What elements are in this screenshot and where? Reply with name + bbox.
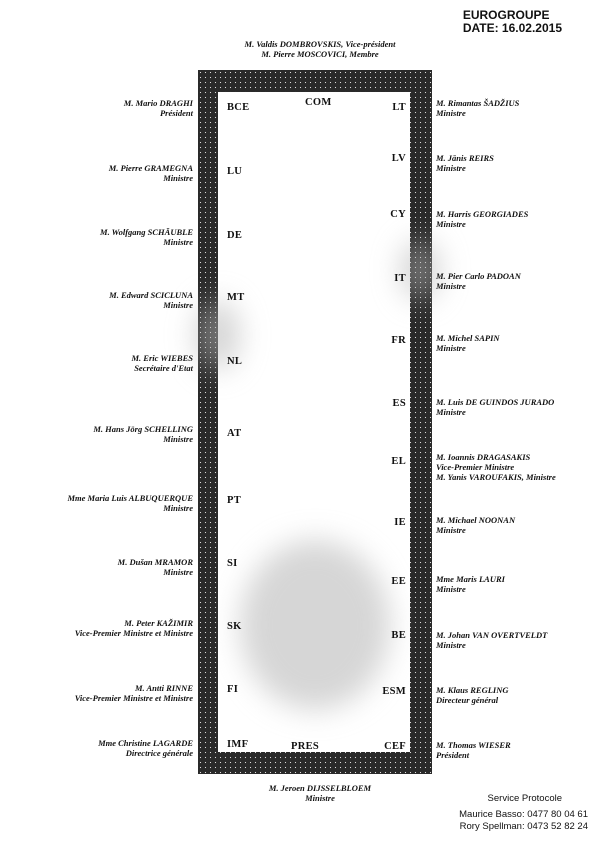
- delegate-left: [132, 353, 194, 373]
- delegate-left: [93, 424, 193, 444]
- delegate-title: Ministre: [163, 300, 193, 310]
- delegate-title: Vice-Premier Ministre et Ministre: [74, 693, 193, 703]
- contact-spellman: Rory Spellman: 0473 52 82 24: [459, 821, 588, 832]
- seat-code-cef: CEF: [384, 741, 406, 752]
- delegate-name: M. Ioannis DRAGASAKIS: [436, 452, 531, 462]
- delegate-title: Ministre: [163, 173, 193, 183]
- bottom-name-2: Ministre: [305, 793, 335, 803]
- delegate-title: Ministre: [436, 108, 466, 118]
- delegate-name: M. Edward SCICLUNA: [109, 290, 193, 300]
- delegate-left: [109, 163, 193, 183]
- seat-code-esm: ESM: [382, 686, 406, 697]
- seat-code-ie: IE: [394, 517, 406, 528]
- seat-code-fr: FR: [391, 335, 406, 346]
- delegate-left: [67, 493, 193, 513]
- delegate-right: [436, 740, 511, 760]
- delegate-name: M. Mario DRAGHI: [123, 98, 193, 108]
- seat-code-pt: PT: [227, 495, 242, 506]
- delegate-title: Ministre: [163, 503, 193, 513]
- scan-smudge: [240, 540, 390, 710]
- delegate-extra: M. Yanis VAROUFAKIS, Ministre: [436, 472, 556, 482]
- seat-code-lu: LU: [227, 166, 243, 177]
- seat-code-pres: PRES: [291, 741, 320, 752]
- delegate-right: [436, 574, 505, 594]
- delegate-title: Directeur général: [436, 695, 499, 705]
- delegate-name: M. Michel SAPIN: [436, 333, 500, 343]
- delegate-right: [436, 685, 509, 705]
- delegate-right: [436, 271, 521, 291]
- service-label: Service Protocole: [487, 793, 562, 804]
- delegate-left: [100, 227, 193, 247]
- seat-code-mt: MT: [227, 292, 245, 303]
- delegate-name: M. Harris GEORGIADES: [436, 209, 529, 219]
- delegate-left: [118, 557, 193, 577]
- delegate-title: Ministre: [436, 281, 466, 291]
- delegate-name: M. Peter KAŽIMIR: [124, 618, 193, 628]
- delegate-title: Ministre: [436, 343, 466, 353]
- delegate-right: [436, 630, 547, 650]
- delegate-name: M. Johan VAN OVERTVELDT: [436, 630, 548, 640]
- document-header: [463, 9, 562, 35]
- delegate-title: Ministre: [436, 407, 466, 417]
- seat-code-imf: IMF: [227, 739, 249, 750]
- delegate-right: [436, 209, 528, 229]
- delegate-title: Président: [159, 108, 193, 118]
- delegate-title: Vice-Premier Ministre et Ministre: [74, 628, 193, 638]
- delegate-title: Ministre: [436, 584, 466, 594]
- delegate-name: M. Hans Jörg SCHELLING: [93, 424, 193, 434]
- seat-code-ee: EE: [391, 576, 406, 587]
- delegate-name: M. Eric WIEBES: [131, 353, 193, 363]
- bottom-name-1: M. Jeroen DIJSSELBLOEM: [268, 783, 372, 793]
- seat-code-it: IT: [394, 273, 406, 284]
- delegate-name: M. Antti RINNE: [134, 683, 193, 693]
- delegate-left: [75, 683, 193, 703]
- contact-basso: Maurice Basso: 0477 80 04 61: [459, 809, 588, 820]
- delegate-name: M. Jānis REIRS: [436, 153, 494, 163]
- seat-code-si: SI: [227, 558, 238, 569]
- delegate-title: Vice-Premier Ministre: [436, 462, 515, 472]
- delegate-name: M. Klaus REGLING: [436, 685, 509, 695]
- delegate-name: M. Pier Carlo PADOAN: [436, 271, 521, 281]
- delegate-name: M. Rimantas ŠADŽIUS: [436, 98, 520, 108]
- delegate-left: [75, 618, 193, 638]
- delegate-name: M. Thomas WIESER: [436, 740, 511, 750]
- seat-code-cy: CY: [390, 209, 406, 220]
- seat-code-es: ES: [392, 398, 406, 409]
- delegate-title: Ministre: [436, 525, 466, 535]
- meeting-date: DATE: 16.02.2015: [462, 21, 562, 35]
- bottom-delegation: [190, 783, 450, 803]
- seat-code-bce: BCE: [227, 102, 250, 113]
- delegate-right: [436, 515, 515, 535]
- top-name-1: M. Valdis DOMBROVSKIS, Vice-président: [244, 39, 396, 49]
- seat-code-de: DE: [227, 230, 243, 241]
- delegate-title: Ministre: [163, 567, 193, 577]
- seat-code-lv: LV: [391, 153, 406, 164]
- seat-code-sk: SK: [227, 621, 242, 632]
- delegate-right: [436, 452, 556, 482]
- delegate-title: Ministre: [163, 434, 193, 444]
- delegate-right: [436, 333, 500, 353]
- delegate-left: [109, 290, 193, 310]
- delegate-name: Mme Christine LAGARDE: [98, 738, 193, 748]
- seat-code-nl: NL: [227, 356, 243, 367]
- delegate-title: Secrétaire d'Etat: [134, 363, 193, 373]
- delegate-title: Ministre: [436, 219, 466, 229]
- delegate-title: Directrice générale: [125, 748, 193, 758]
- delegate-right: [436, 397, 554, 417]
- scan-smudge: [400, 240, 440, 300]
- delegate-left: [124, 98, 193, 118]
- delegate-name: Mme Maria Luis ALBUQUERQUE: [67, 493, 193, 503]
- delegate-name: M. Pierre GRAMEGNA: [108, 163, 193, 173]
- delegate-title: Président: [436, 750, 470, 760]
- delegate-name: M. Dušan MRAMOR: [117, 557, 193, 567]
- delegate-right: [436, 98, 519, 118]
- seat-code-com: COM: [305, 97, 332, 108]
- seat-code-be: BE: [391, 630, 406, 641]
- delegate-title: Ministre: [436, 640, 466, 650]
- seat-code-at: AT: [227, 428, 242, 439]
- seat-code-lt: LT: [392, 102, 406, 113]
- top-name-2: M. Pierre MOSCOVICI, Membre: [261, 49, 379, 59]
- seat-code-fi: FI: [227, 684, 239, 695]
- top-delegation: [190, 39, 450, 59]
- delegate-title: Ministre: [436, 163, 466, 173]
- delegate-right: [436, 153, 494, 173]
- delegate-name: Mme Maris LAURI: [436, 574, 505, 584]
- seat-code-el: EL: [391, 456, 406, 467]
- delegate-name: M. Michael NOONAN: [436, 515, 516, 525]
- meeting-title: EUROGROUPE: [462, 8, 550, 22]
- delegate-name: M. Wolfgang SCHÄUBLE: [100, 227, 193, 237]
- delegate-left: [98, 738, 193, 758]
- delegate-name: M. Luis DE GUINDOS JURADO: [436, 397, 555, 407]
- delegate-title: Ministre: [163, 237, 193, 247]
